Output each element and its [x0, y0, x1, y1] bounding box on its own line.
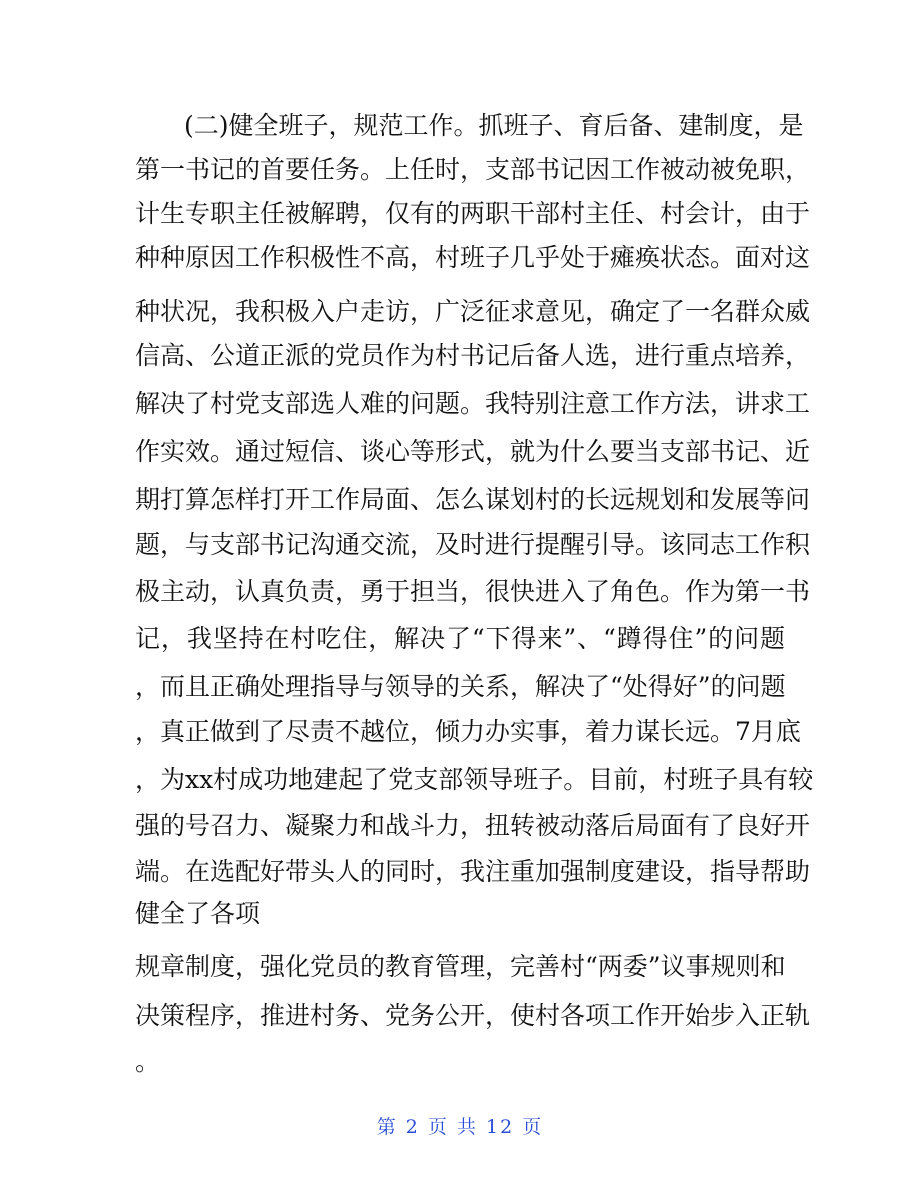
- paragraph-line: 端。在选配好带头人的同时，我注重加强制度建设，指导帮助: [135, 857, 811, 886]
- paragraph-line: 第一书记的首要任务。上任时，支部书记因工作被动被免职，: [135, 155, 811, 184]
- paragraph-line: 极主动，认真负责，勇于担当，很快进入了角色。作为第一书: [135, 577, 811, 606]
- paragraph-line: ，而且正确处理指导与领导的关系，解决了“处得好”的问题: [135, 672, 786, 701]
- paragraph-line: ，为xx村成功地建起了党支部领导班子。目前，村班子具有较: [135, 765, 814, 794]
- paragraph-line: 计生专职主任被解聘，仅有的两职干部村主任、村会计，由于: [135, 199, 811, 228]
- paragraph-line: 。: [135, 1047, 161, 1076]
- page-number-footer: 第 2 页 共 12 页: [376, 1116, 544, 1138]
- paragraph-line: 种状况，我积极入户走访，广泛征求意见，确定了一名群众威: [135, 297, 811, 326]
- paragraph-line: 规章制度，强化党员的教育管理，完善村“两委”议事规则和: [135, 952, 786, 981]
- paragraph-line: 解决了村党支部选人难的问题。我特别注意工作方法，讲求工: [135, 389, 811, 418]
- paragraph-line: ，真正做到了尽责不越位，倾力办实事，着力谋长远。7月底: [135, 717, 801, 746]
- paragraph-line: 题，与支部书记沟通交流，及时进行提醒引导。该同志工作积: [135, 530, 811, 559]
- paragraph-line: (二)健全班子，规范工作。抓班子、育后备、建制度，是: [184, 111, 804, 140]
- paragraph-line: 作实效。通过短信、谈心等形式，就为什么要当支部书记、近: [135, 437, 811, 466]
- paragraph-line: 信高、公道正派的党员作为村书记后备人选，进行重点培养，: [135, 341, 811, 370]
- paragraph-line: 决策程序，推进村务、党务公开，使村各项工作开始步入正轨: [135, 1001, 811, 1030]
- paragraph-line: 健全了各项: [135, 899, 261, 928]
- paragraph-line: 期打算怎样打开工作局面、怎么谋划村的长远规划和发展等问: [135, 485, 811, 514]
- paragraph-line: 种种原因工作积极性不高，村班子几乎处于瘫痪状态。面对这: [135, 243, 811, 272]
- paragraph-line: 记，我坚持在村吃住，解决了“下得来”、“蹲得住”的问题: [135, 624, 785, 653]
- paragraph-line: 强的号召力、凝聚力和战斗力，扭转被动落后局面有了良好开: [135, 811, 811, 840]
